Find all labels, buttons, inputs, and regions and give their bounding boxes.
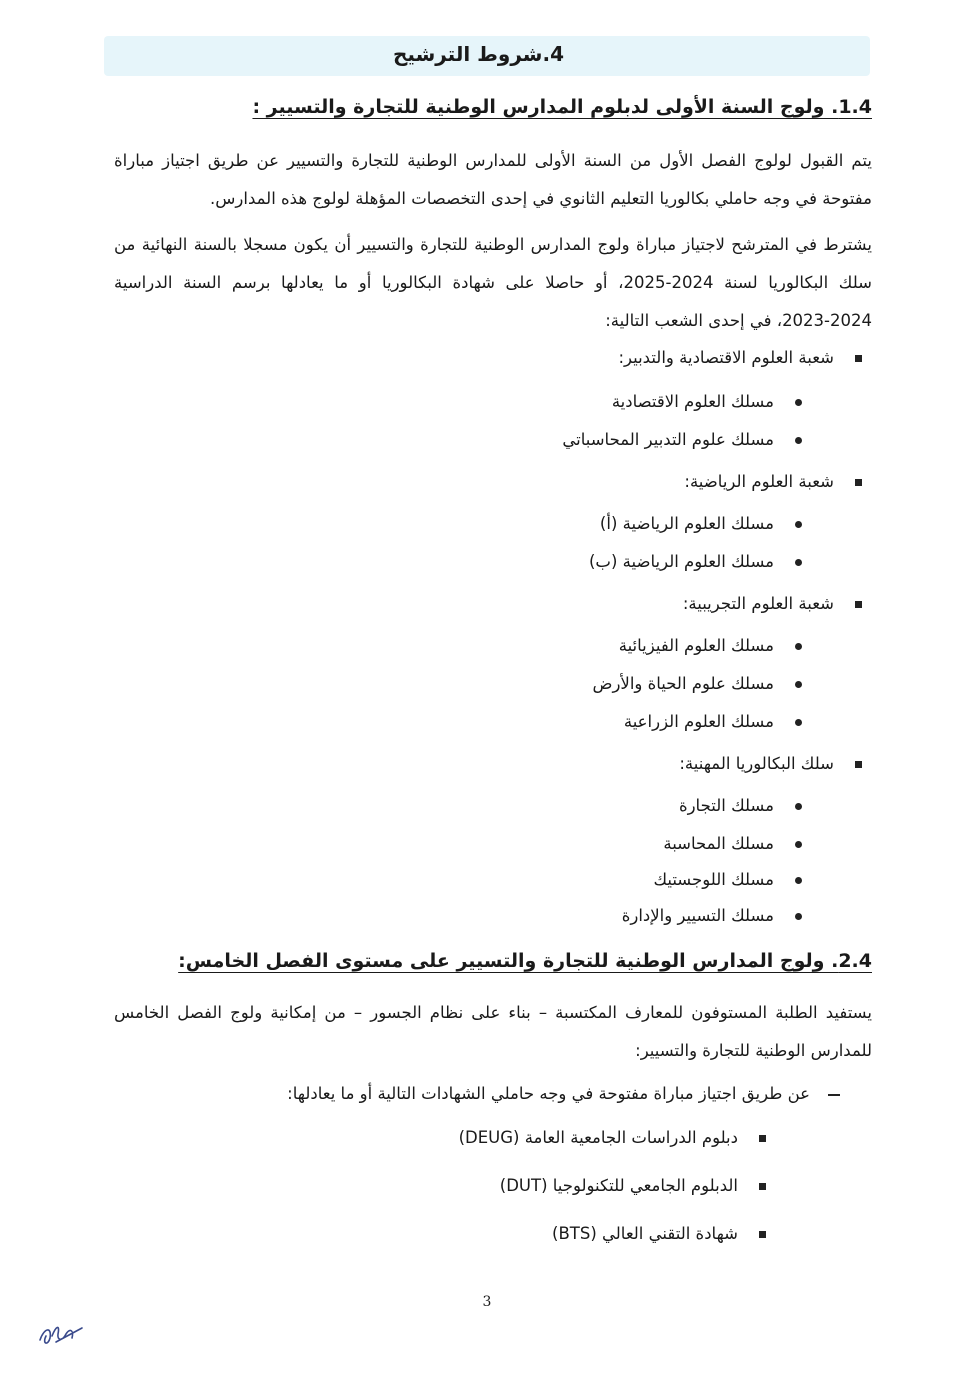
stream-label: مسلك التجارة [678, 796, 774, 815]
dot-bullet-icon [795, 681, 802, 688]
stream-label: مسلك العلوم الزراعية [623, 712, 774, 731]
dot-bullet-icon [795, 437, 802, 444]
paragraph-line: للمدارس الوطنية للتجارة والتسيير: [635, 1041, 872, 1060]
stream-item [502, 866, 802, 894]
paragraph-line: يتم القبول لولوج الفصل الأول من السنة الأولى للمدارس الوطنية للتجارة والتسيير عن طريق اجتياز مباراة [114, 151, 872, 170]
stream-group-experimental [562, 590, 862, 618]
degree-item [366, 1124, 766, 1152]
dot-bullet-icon [795, 559, 802, 566]
stream-item [502, 510, 802, 538]
square-bullet-icon [855, 355, 862, 362]
dot-bullet-icon [795, 913, 802, 920]
dot-bullet-icon [795, 643, 802, 650]
stream-label: مسلك العلوم الفيزيائية [618, 636, 774, 655]
paragraph-line: مفتوحة في وجه حاملي بكالوريا التعليم الثانوي في إحدى التخصصات المؤهلة لولوج هذه المدارس. [210, 189, 872, 208]
stream-label: مسلك العلوم الاقتصادية [611, 392, 774, 411]
paragraph-line: يستفيد الطلبة المستوفون للمعارف المكتسبة – بناء على نظام الجسور – من إمكانية ولوج الفصل الخامس [114, 1003, 872, 1022]
stream-item [502, 632, 802, 660]
signature-icon [36, 1318, 86, 1352]
group-label: شعبة العلوم التجريبية: [682, 594, 834, 613]
group-label: شعبة العلوم الاقتصادية والتدبير: [618, 348, 834, 367]
stream-group-economics [562, 344, 862, 372]
square-bullet-icon [855, 761, 862, 768]
stream-label: مسلك علوم التدبير المحاسباتي [562, 430, 774, 449]
stream-item [502, 388, 802, 416]
access-method-label: عن طريق اجتياز مباراة مفتوحة في وجه حاملي الشهادات التالية أو ما يعادلها: [287, 1084, 810, 1103]
section-title: 4.شروط الترشيح [392, 42, 564, 66]
square-bullet-icon [855, 601, 862, 608]
subsection-1-paragraph-2 [114, 226, 872, 340]
stream-label: مسلك العلوم الرياضية (ب) [588, 552, 774, 571]
dot-bullet-icon [795, 841, 802, 848]
dot-bullet-icon [795, 719, 802, 726]
square-bullet-icon [855, 479, 862, 486]
dot-bullet-icon [795, 803, 802, 810]
square-bullet-icon [759, 1231, 766, 1238]
dash-bullet-icon [828, 1094, 840, 1096]
stream-label: مسلك علوم الحياة والأرض [592, 674, 774, 693]
subsection-1-title: 1.4. ولوج السنة الأولى لدبلوم المدارس الوطنية للتجارة والتسيير : [252, 96, 872, 118]
degree-label: دبلوم الدراسات الجامعية العامة (DEUG) [458, 1128, 738, 1147]
dot-bullet-icon [795, 521, 802, 528]
subsection-2-title: 2.4. ولوج المدارس الوطنية للتجارة والتسيير على مستوى الفصل الخامس: [178, 950, 872, 972]
stream-item [502, 902, 802, 930]
subsection-2-paragraph [114, 994, 872, 1070]
stream-group-professional [562, 750, 862, 778]
access-method-item [240, 1080, 840, 1108]
square-bullet-icon [759, 1135, 766, 1142]
stream-item [502, 548, 802, 576]
stream-item [502, 830, 802, 858]
paragraph-line: يشترط في المترشح لاجتياز مباراة ولوج المدارس الوطنية للتجارة والتسيير أن يكون مسجلا بالسنة النهائية من [114, 235, 872, 254]
stream-item [502, 670, 802, 698]
stream-label: مسلك اللوجستيك [653, 870, 774, 889]
degree-label: شهادة التقني العالي (BTS) [552, 1224, 738, 1243]
square-bullet-icon [759, 1183, 766, 1190]
page-number: 3 [482, 1294, 492, 1310]
stream-item [502, 792, 802, 820]
stream-group-math [562, 468, 862, 496]
group-label: سلك البكالوريا المهنية: [679, 754, 834, 773]
degree-item [366, 1220, 766, 1248]
group-label: شعبة العلوم الرياضية: [684, 472, 834, 491]
stream-label: مسلك المحاسبة [663, 834, 774, 853]
dot-bullet-icon [795, 877, 802, 884]
paragraph-line: 2023-2024، في إحدى الشعب التالية: [605, 311, 872, 330]
degree-item [366, 1172, 766, 1200]
degree-label: الدبلوم الجامعي للتكنولوجيا (DUT) [499, 1176, 738, 1195]
stream-item [502, 426, 802, 454]
subsection-1-paragraph-1 [114, 142, 872, 218]
dot-bullet-icon [795, 399, 802, 406]
stream-label: مسلك التسيير والإدارة [621, 906, 774, 925]
stream-label: مسلك العلوم الرياضية (أ) [599, 514, 774, 533]
paragraph-line: سلك البكالوريا لسنة 2024-2025، أو حاصلا على شهادة البكالوريا أو ما يعادلها برسم السنة الدراسية [114, 273, 872, 292]
stream-item [502, 708, 802, 736]
